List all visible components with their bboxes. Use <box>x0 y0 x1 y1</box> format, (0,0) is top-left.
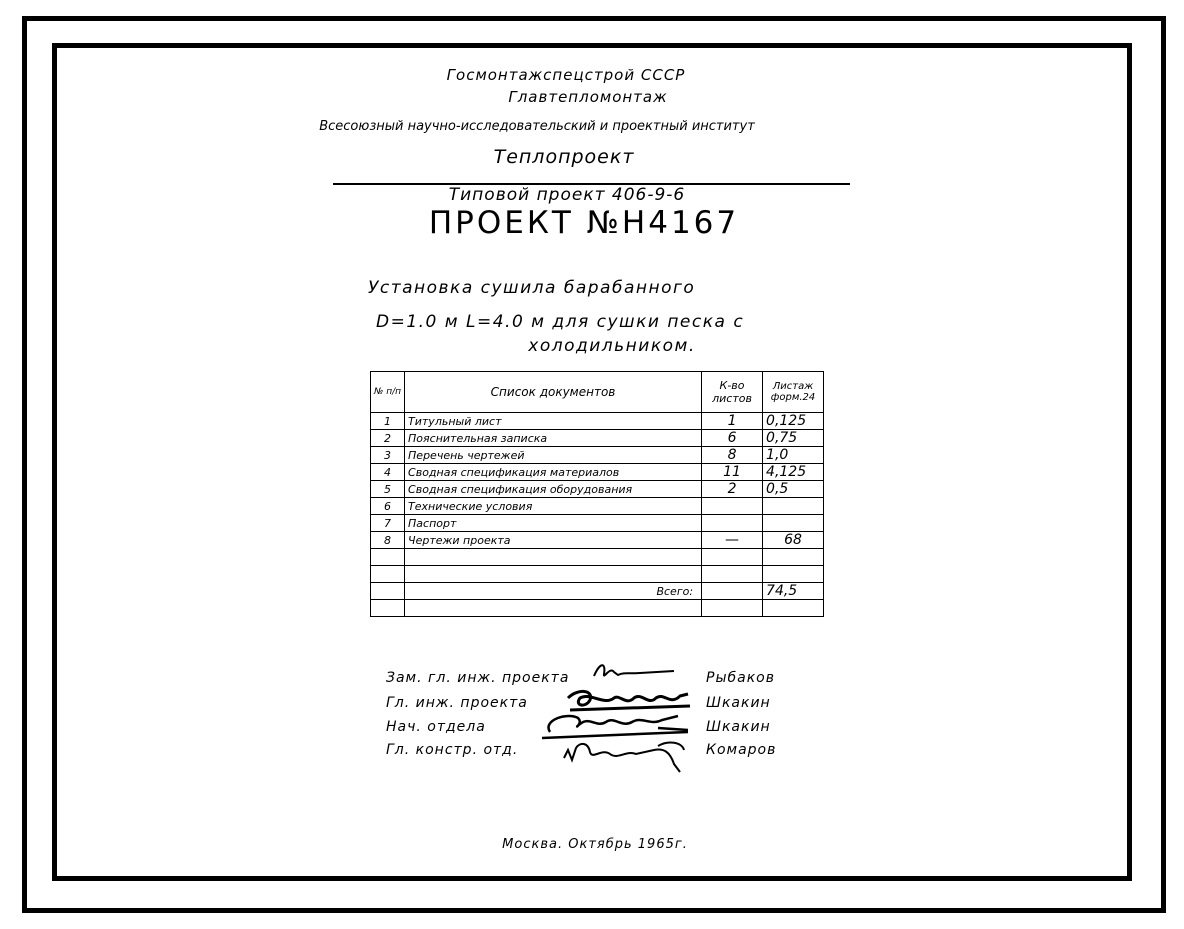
row-num: 6 <box>371 498 405 515</box>
row-sheets: 0,125 <box>763 413 824 430</box>
table-row <box>371 498 824 515</box>
place-date-text: Москва. Октябрь 1965г. <box>502 837 688 852</box>
sign-role-1: Зам. гл. инж. проекта <box>386 670 570 686</box>
sign-name-4: Комаров <box>706 742 777 758</box>
sign-role-4: Гл. констр. отд. <box>386 742 519 758</box>
sign-role-2: Гл. инж. проекта <box>386 695 528 711</box>
row-num: 7 <box>371 515 405 532</box>
org-text: Теплопроект <box>493 146 635 168</box>
row-sheets: 4,125 <box>763 464 824 481</box>
header-sheets: Листаж форм.24 <box>763 372 824 413</box>
row-qty: 6 <box>702 430 763 447</box>
row-qty <box>702 515 763 532</box>
row-num: 4 <box>371 464 405 481</box>
total-label: Всего: <box>405 583 702 600</box>
header-name: Список документов <box>405 372 702 413</box>
row-num: 3 <box>371 447 405 464</box>
row-sheets: 68 <box>763 532 824 549</box>
row-sheets: 0,75 <box>763 430 824 447</box>
table-total-row <box>371 583 824 600</box>
row-sheets <box>763 498 824 515</box>
signature-scribble-3 <box>538 708 698 742</box>
table-row <box>371 430 824 447</box>
row-num: 1 <box>371 413 405 430</box>
sign-name-1: Рыбаков <box>706 670 775 686</box>
institute-text: Всесоюзный научно-исследовательский и проектный институт <box>319 119 755 134</box>
title-line1: Установка сушила барабанного <box>368 278 696 298</box>
row-name: Титульный лист <box>405 413 702 430</box>
row-sheets: 0,5 <box>763 481 824 498</box>
row-name: Паспорт <box>405 515 702 532</box>
total-value: 74,5 <box>763 583 824 600</box>
project-number: ПРОЕКТ №Н4167 <box>428 205 740 241</box>
row-name: Сводная спецификация оборудования <box>405 481 702 498</box>
title-line3: холодильником. <box>528 336 696 356</box>
row-num: 2 <box>371 430 405 447</box>
ministry-text: Госмонтажспецстрой СССР <box>446 66 686 84</box>
table-row-empty <box>371 566 824 583</box>
row-name: Технические условия <box>405 498 702 515</box>
table-row <box>371 532 824 549</box>
row-qty: 2 <box>702 481 763 498</box>
sign-role-3: Нач. отдела <box>386 719 486 735</box>
table-row-empty <box>371 549 824 566</box>
signature-scribble-4 <box>558 738 690 774</box>
document-list-table <box>370 371 824 617</box>
row-qty: 8 <box>702 447 763 464</box>
table-row <box>371 413 824 430</box>
sign-name-2: Шкакин <box>706 695 771 711</box>
row-sheets <box>763 515 824 532</box>
table-row <box>371 447 824 464</box>
table-header-row <box>371 372 824 413</box>
table-row <box>371 515 824 532</box>
header-qty: К-во листов <box>702 372 763 413</box>
row-name: Чертежи проекта <box>405 532 702 549</box>
table-row <box>371 481 824 498</box>
signature-scribble-1 <box>590 658 680 684</box>
row-num: 8 <box>371 532 405 549</box>
table-row <box>371 464 824 481</box>
department-text: Главтепломонтаж <box>508 88 668 106</box>
row-name: Перечень чертежей <box>405 447 702 464</box>
row-name: Пояснительная записка <box>405 430 702 447</box>
row-qty <box>702 498 763 515</box>
typical-project-text: Типовой проект 406-9-6 <box>448 185 686 205</box>
title-line2: D=1.0 м L=4.0 м для сушки песка с <box>376 312 745 332</box>
sign-name-3: Шкакин <box>706 719 771 735</box>
header-num: № п/п <box>371 372 405 413</box>
row-qty: 11 <box>702 464 763 481</box>
row-qty: 1 <box>702 413 763 430</box>
row-num: 5 <box>371 481 405 498</box>
row-sheets: 1,0 <box>763 447 824 464</box>
row-qty: — <box>702 532 763 549</box>
table-row-empty <box>371 600 824 617</box>
row-name: Сводная спецификация материалов <box>405 464 702 481</box>
